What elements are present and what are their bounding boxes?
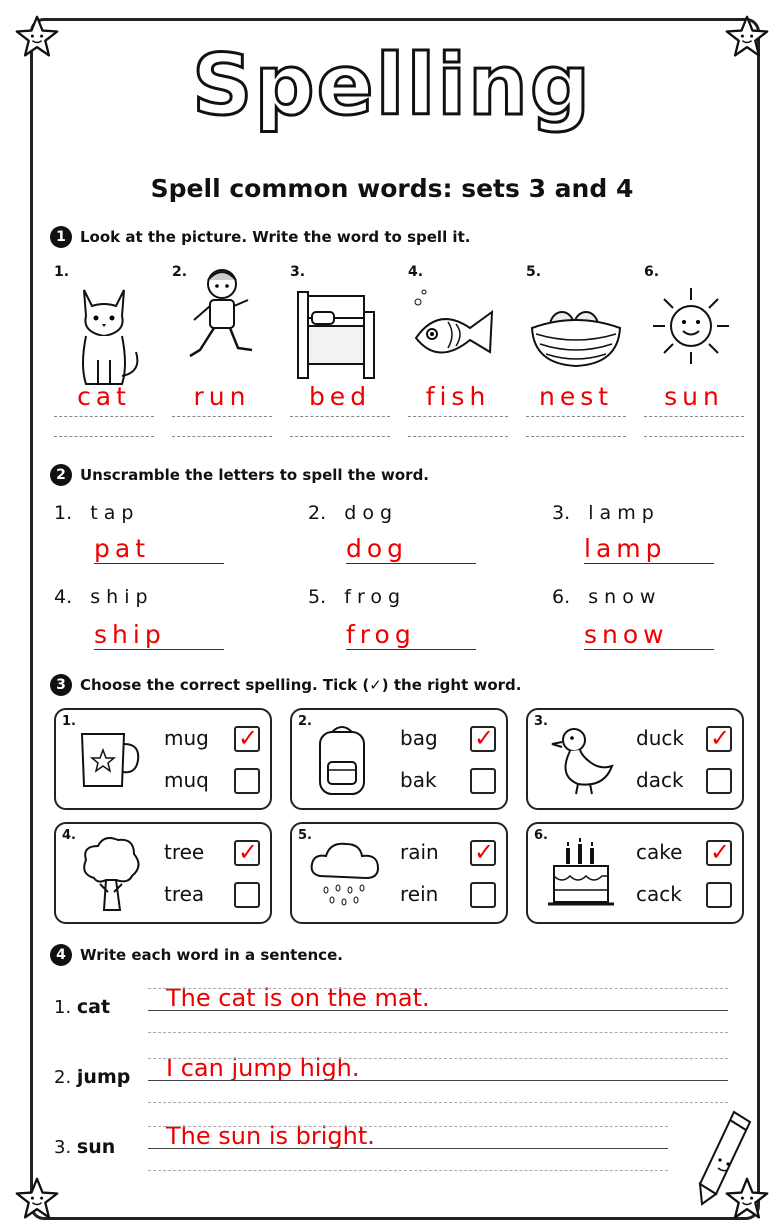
prompt-word: jump bbox=[76, 1066, 131, 1088]
option-wrong: rein bbox=[400, 882, 439, 906]
option-wrong: bak bbox=[400, 768, 437, 792]
answer-word: pat bbox=[94, 534, 224, 564]
writing-line bbox=[172, 436, 272, 437]
option-correct: bag bbox=[400, 726, 438, 750]
item-number: 4. bbox=[62, 828, 76, 843]
option-wrong: cack bbox=[636, 882, 682, 906]
item-number: 1. bbox=[54, 502, 73, 524]
sentence-prompt bbox=[54, 1066, 130, 1088]
tree-icon bbox=[78, 834, 144, 914]
prompt-word: sun bbox=[76, 1136, 116, 1158]
section-number: 1 bbox=[50, 226, 72, 248]
answer-word: dog bbox=[346, 534, 476, 564]
section-number: 4 bbox=[50, 944, 72, 966]
checkbox-correct[interactable] bbox=[234, 726, 260, 752]
writing-line bbox=[148, 1102, 728, 1103]
sentence-answer: I can jump high. bbox=[166, 1054, 360, 1082]
scrambled-letters: ship bbox=[90, 586, 154, 608]
duck-icon bbox=[550, 722, 616, 798]
checkbox-correct[interactable] bbox=[470, 726, 496, 752]
writing-line bbox=[54, 416, 154, 417]
choice-box bbox=[54, 822, 272, 924]
check-icon: ✓ bbox=[238, 724, 259, 752]
section-1-heading bbox=[50, 226, 470, 248]
checkbox-correct[interactable] bbox=[706, 840, 732, 866]
sun-icon bbox=[644, 274, 738, 384]
writing-line bbox=[408, 416, 508, 417]
item-number: 2. bbox=[172, 264, 188, 280]
writing-line bbox=[644, 436, 744, 437]
running-boy-icon bbox=[180, 264, 264, 374]
item-number: 1. bbox=[54, 264, 70, 280]
option-correct: tree bbox=[164, 840, 205, 864]
item-number: 3. bbox=[552, 502, 571, 524]
option-correct: duck bbox=[636, 726, 684, 750]
checkbox-wrong[interactable] bbox=[470, 768, 496, 794]
writing-line bbox=[526, 416, 626, 417]
item-number: 6. bbox=[534, 828, 548, 843]
check-icon: ✓ bbox=[238, 838, 259, 866]
item-number: 5. bbox=[308, 586, 327, 608]
option-correct: cake bbox=[636, 840, 683, 864]
sentence-answer: The cat is on the mat. bbox=[166, 984, 430, 1012]
writing-line bbox=[526, 436, 626, 437]
writing-line bbox=[172, 416, 272, 417]
section-4-heading bbox=[50, 944, 343, 966]
scramble-item bbox=[54, 502, 139, 524]
cat-icon bbox=[62, 276, 146, 386]
scrambled-letters: dog bbox=[344, 502, 399, 524]
scramble-item bbox=[308, 586, 406, 608]
writing-line bbox=[54, 436, 154, 437]
checkbox-wrong[interactable] bbox=[706, 882, 732, 908]
sentence-prompt bbox=[54, 996, 110, 1018]
checkbox-correct[interactable] bbox=[234, 840, 260, 866]
sentence-answer: The sun is bright. bbox=[166, 1122, 375, 1150]
choice-box bbox=[54, 708, 272, 810]
check-icon: ✓ bbox=[474, 838, 495, 866]
scramble-item bbox=[308, 502, 398, 524]
answer-word: run bbox=[193, 382, 251, 411]
writing-line bbox=[148, 988, 728, 989]
answer-word: fish bbox=[425, 382, 491, 411]
answer-word: frog bbox=[346, 620, 476, 650]
section-instruction: Write each word in a sentence. bbox=[80, 946, 343, 964]
checkbox-wrong[interactable] bbox=[470, 882, 496, 908]
checkbox-wrong[interactable] bbox=[234, 882, 260, 908]
check-icon: ✓ bbox=[710, 724, 731, 752]
choice-box bbox=[526, 708, 744, 810]
item-number: 4. bbox=[54, 586, 73, 608]
item-number: 3. bbox=[54, 1137, 72, 1158]
section-2-heading bbox=[50, 464, 429, 486]
nest-icon bbox=[526, 282, 626, 392]
checkbox-wrong[interactable] bbox=[234, 768, 260, 794]
cake-icon bbox=[546, 834, 616, 914]
writing-line bbox=[148, 1032, 728, 1033]
checkbox-correct[interactable] bbox=[706, 726, 732, 752]
checkbox-wrong[interactable] bbox=[706, 768, 732, 794]
choice-box bbox=[290, 708, 508, 810]
scrambled-letters: tap bbox=[90, 502, 140, 524]
checkbox-correct[interactable] bbox=[470, 840, 496, 866]
sentence-prompt bbox=[54, 1136, 115, 1158]
writing-line bbox=[408, 436, 508, 437]
mug-icon bbox=[78, 728, 144, 792]
check-icon: ✓ bbox=[474, 724, 495, 752]
page-title: Spelling bbox=[192, 36, 592, 134]
writing-line bbox=[148, 1148, 668, 1149]
option-wrong: muq bbox=[164, 768, 209, 792]
writing-line bbox=[148, 1058, 728, 1059]
answer-word: snow bbox=[584, 620, 714, 650]
backpack-icon bbox=[312, 722, 372, 798]
choice-box bbox=[290, 822, 508, 924]
fish-icon bbox=[408, 282, 502, 392]
item-number: 6. bbox=[552, 586, 571, 608]
answer-word: nest bbox=[538, 382, 614, 411]
writing-line bbox=[148, 1170, 668, 1171]
item-number: 5. bbox=[298, 828, 312, 843]
item-number: 5. bbox=[526, 264, 542, 280]
item-number: 1. bbox=[54, 997, 72, 1018]
option-correct: rain bbox=[400, 840, 439, 864]
item-number: 3. bbox=[534, 714, 548, 729]
section-number: 3 bbox=[50, 674, 72, 696]
item-number: 4. bbox=[408, 264, 424, 280]
item-number: 2. bbox=[298, 714, 312, 729]
section-instruction: Look at the picture. Write the word to spell it. bbox=[80, 228, 471, 246]
writing-line bbox=[148, 1126, 668, 1127]
answer-word: sun bbox=[664, 382, 724, 411]
item-number: 6. bbox=[644, 264, 660, 280]
writing-line bbox=[644, 416, 744, 417]
item-number: 2. bbox=[308, 502, 327, 524]
scramble-item bbox=[552, 502, 660, 524]
answer-word: cat bbox=[77, 382, 131, 411]
scramble-item bbox=[552, 586, 661, 608]
writing-line bbox=[148, 1010, 728, 1011]
writing-line bbox=[148, 1080, 728, 1081]
choice-box bbox=[526, 822, 744, 924]
answer-word: lamp bbox=[584, 534, 714, 564]
answer-word: ship bbox=[94, 620, 224, 650]
item-number: 1. bbox=[62, 714, 76, 729]
option-wrong: dack bbox=[636, 768, 684, 792]
page-subtitle: Spell common words: sets 3 and 4 bbox=[150, 174, 634, 203]
item-number: 3. bbox=[290, 264, 306, 280]
section-instruction: Unscramble the letters to spell the word. bbox=[80, 466, 430, 484]
answer-word: bed bbox=[308, 382, 372, 411]
option-wrong: trea bbox=[164, 882, 205, 906]
bed-icon bbox=[294, 282, 384, 392]
section-instruction: Choose the correct spelling. Tick (✓) the right word. bbox=[80, 676, 522, 694]
section-number: 2 bbox=[50, 464, 72, 486]
item-number: 2. bbox=[54, 1067, 72, 1088]
section-3-heading bbox=[50, 674, 521, 696]
scrambled-letters: frog bbox=[344, 586, 407, 608]
star-icon bbox=[14, 1176, 60, 1222]
check-icon: ✓ bbox=[710, 838, 731, 866]
rain-cloud-icon bbox=[308, 838, 384, 910]
writing-line bbox=[290, 436, 390, 437]
scrambled-letters: lamp bbox=[588, 502, 660, 524]
prompt-word: cat bbox=[76, 996, 111, 1018]
writing-line bbox=[290, 416, 390, 417]
scrambled-letters: snow bbox=[588, 586, 662, 608]
scramble-item bbox=[54, 586, 154, 608]
pencil-icon bbox=[694, 1108, 754, 1208]
option-correct: mug bbox=[164, 726, 209, 750]
